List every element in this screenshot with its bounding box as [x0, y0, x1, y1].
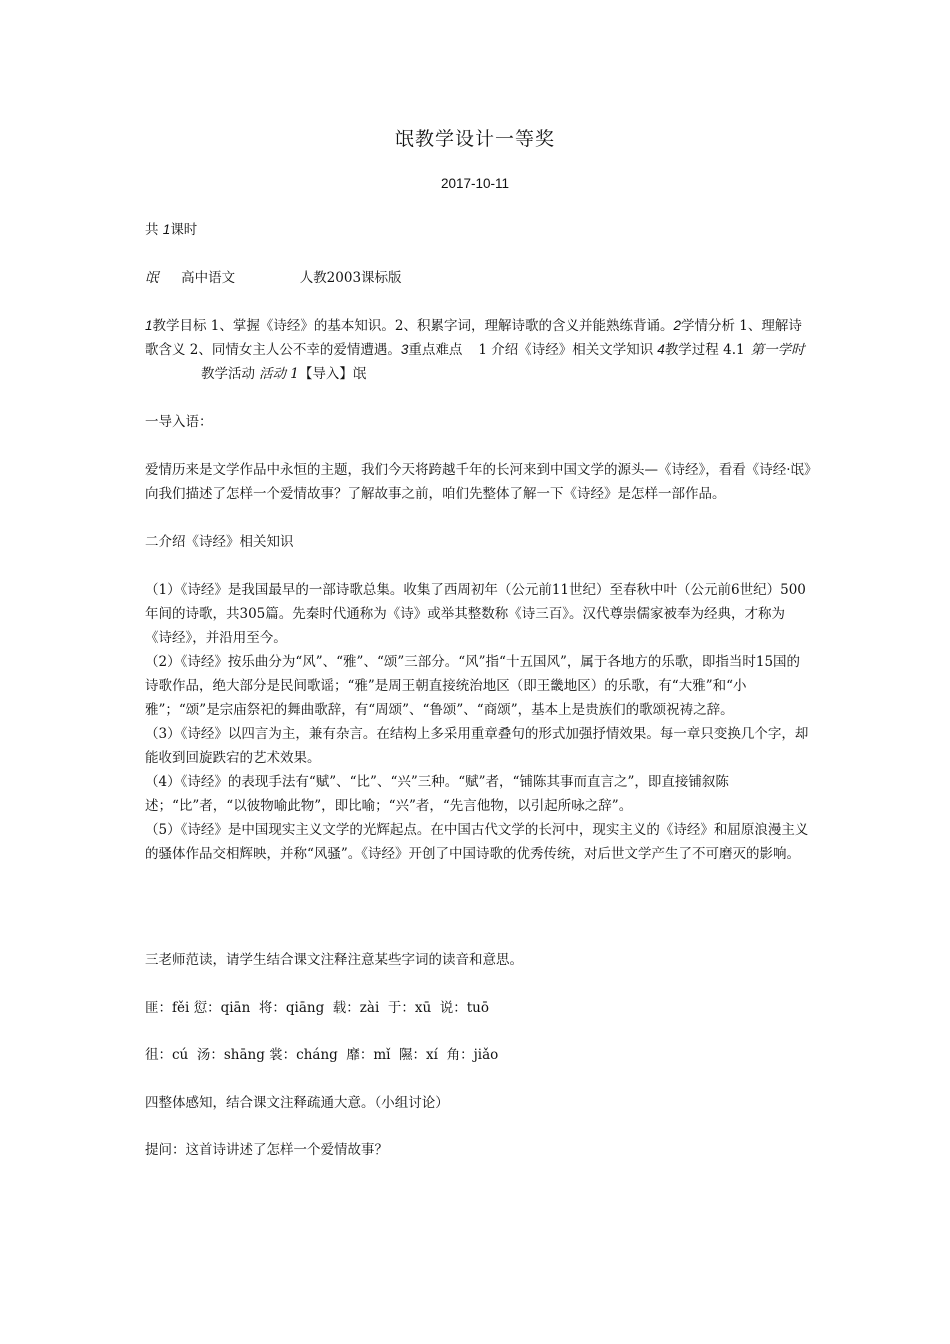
course-subject: 高中语文: [181, 270, 236, 286]
section-heading-reading: 三老师范读，请学生结合课文注释注意某些字词的读音和意思。: [145, 952, 523, 968]
document-date: 2017-10-11: [440, 176, 510, 191]
lesson-count-prefix: 共: [145, 222, 159, 238]
goal-text-4b: 第一学时: [750, 342, 805, 358]
knowledge-item: （5）《诗经》是中国现实主义文学的光辉起点。在中国古代文学的长河中，现实主义的《诗经》和屈原浪漫主义的骚体作品交相辉映，并称“风骚”。《诗经》开创了中国诗歌的优秀传统，对后世文学产生了不可磨灭的影响。: [145, 822, 809, 862]
section-heading-intro: 一导入语：: [145, 414, 213, 430]
knowledge-item: （3）《诗经》以四言为主，兼有杂言。在结构上多采用重章叠句的形式加强抒情效果。每一章只变换几个字，却能收到回旋跌宕的艺术效果。: [145, 726, 809, 766]
pinyin-line-1: 匪：fěi 愆：qiān 将：qiāng 载：zài 于：xū 说：tuō: [145, 1000, 490, 1016]
section-heading-knowledge: 二介绍《诗经》相关知识: [145, 534, 294, 550]
pinyin-line-2: 徂：cú 汤：shāng 裳：cháng 靡：mǐ 隰：xí 角：jiǎo: [145, 1047, 499, 1063]
section-heading-overview: 四整体感知，结合课文注释疏通大意。（小组讨论）: [145, 1095, 449, 1111]
goal-text-2: 学情分析 1、理解诗歌含义 2、同情女主人公不幸的爱情遭遇。: [145, 318, 802, 358]
goal-text-3: 重点难点: [408, 342, 463, 358]
course-meta: [145, 266, 811, 290]
lesson-count-number: 1: [162, 222, 171, 237]
lesson-count-suffix: 课时: [170, 222, 198, 238]
goal-text-4d: 活动 1: [259, 366, 299, 382]
question-text: 提问：这首诗讲述了怎样一个爱情故事？: [145, 1142, 388, 1158]
goal-number-1: 1: [145, 318, 153, 333]
course-edition: 人教2003课标版: [299, 270, 402, 286]
knowledge-list: [145, 578, 811, 866]
course-tag: 氓: [145, 270, 159, 286]
knowledge-item: （4）《诗经》的表现手法有“赋”、“比”、“兴”三种。“赋”者，“铺陈其事而直言之”，即直接铺叙陈述；“比”者，“以彼物喻此物”，即比喻；“兴”者，“先言他物，以引起所咏之辞”。: [145, 774, 729, 814]
teaching-goals: [145, 314, 811, 386]
lesson-count: [145, 218, 811, 242]
goal-text-4c: 教学活动: [201, 366, 255, 382]
knowledge-item: （1）《诗经》是我国最早的一部诗歌总集。收集了西周初年（公元前11世纪）至春秋中叶（公元前6世纪）500年间的诗歌，共305篇。先秦时代通称为《诗》或举其整数称《诗三百》。汉代尊崇儒家被奉为经典，才称为《诗经》，并沿用至今。: [145, 582, 806, 646]
goal-text-4: 教学过程 4.1: [664, 342, 745, 358]
intro-paragraph: 爱情历来是文学作品中永恒的主题，我们今天将跨越千年的长河来到中国文学的源头—《诗经》，看看《诗经·氓》向我们描述了怎样一个爱情故事？了解故事之前，咱们先整体了解一下《诗经》是怎样一部作品。: [145, 462, 811, 502]
goal-number-2: 2: [673, 318, 681, 333]
goal-number-3: 3: [400, 342, 409, 357]
goal-number-4: 4: [657, 342, 665, 357]
knowledge-item: （2）《诗经》按乐曲分为“风”、“雅”、“颂”三部分。“风”指“十五国风”，属于各地方的乐歌，即指当时15国的诗歌作品，绝大部分是民间歌谣；“雅”是周王朝直接统治地区（即王畿地区）的乐歌，有“大雅”和“小雅”；“颂”是宗庙祭祀的舞曲歌辞，有“周颂”、“鲁颂”、“商颂”，基本上是贵族们的歌颂祝祷之辞。: [145, 654, 801, 718]
goal-text-1: 教学目标 1、掌握《诗经》的基本知识。2、积累字词，理解诗歌的含义并能熟练背诵。: [152, 318, 674, 334]
goal-text-4e: 【导入】氓: [298, 366, 367, 382]
document-title: 氓教学设计一等奖: [394, 128, 555, 150]
goal-text-3b: 1 介绍《诗经》相关文学知识: [478, 342, 654, 358]
